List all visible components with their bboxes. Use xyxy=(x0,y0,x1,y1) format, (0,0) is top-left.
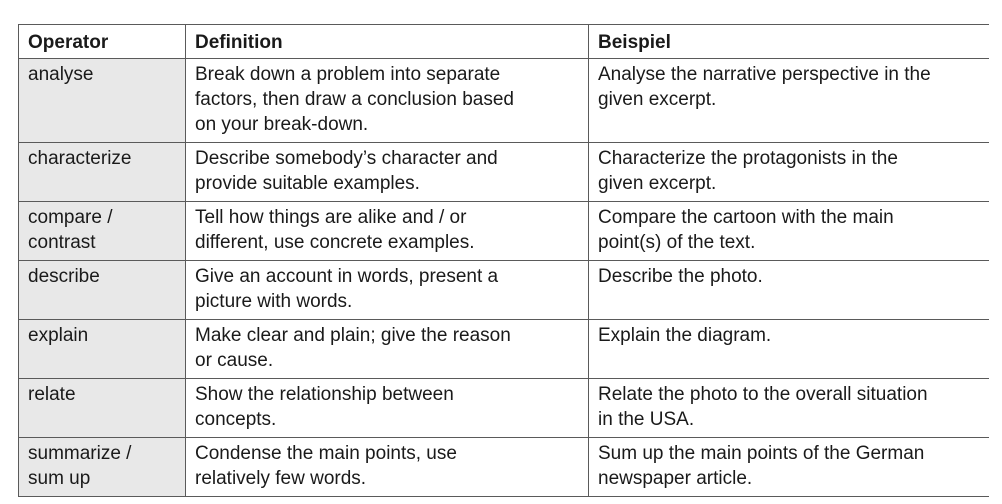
definition-cell-line: relatively few words. xyxy=(195,468,367,489)
definition-cell-line: Give an account in words, present a xyxy=(195,266,499,287)
definition-cell-line: concepts. xyxy=(195,409,277,430)
operator-cell-line: contrast xyxy=(28,232,96,253)
header-row xyxy=(19,25,989,59)
example-cell-line: Describe the photo. xyxy=(598,266,763,287)
definition-cell xyxy=(186,379,589,438)
definition-cell-line: Make clear and plain; give the reason xyxy=(195,325,511,346)
definition-cell-line: Tell how things are alike and / or xyxy=(195,207,467,228)
operator-cell-line: relate xyxy=(28,384,76,405)
definition-cell xyxy=(186,59,589,143)
operator-cell-line: analyse xyxy=(28,64,94,85)
definition-cell xyxy=(186,320,589,379)
table-row xyxy=(19,320,989,379)
definition-cell xyxy=(186,261,589,320)
header-example: Beispiel xyxy=(589,25,989,59)
example-cell-line: in the USA. xyxy=(598,409,695,430)
operator-cell-line: characterize xyxy=(28,148,132,169)
example-cell xyxy=(589,320,989,379)
table-row xyxy=(19,379,989,438)
operator-cell xyxy=(19,438,186,497)
table-row xyxy=(19,261,989,320)
definition-cell-line: Describe somebody’s character and xyxy=(195,148,498,169)
operator-cell xyxy=(19,379,186,438)
definition-cell-line: picture with words. xyxy=(195,291,353,312)
example-cell-line: Explain the diagram. xyxy=(598,325,772,346)
operator-cell-line: compare / xyxy=(28,207,113,228)
definition-cell-line: factors, then draw a conclusion based xyxy=(195,89,514,110)
example-cell-line: newspaper article. xyxy=(598,468,753,489)
definition-cell-line: Break down a problem into separate xyxy=(195,64,501,85)
operator-cell-line: sum up xyxy=(28,468,91,489)
operator-cell xyxy=(19,261,186,320)
table-row xyxy=(19,438,989,497)
example-cell xyxy=(589,261,989,320)
example-cell-line: given excerpt. xyxy=(598,173,717,194)
table-body xyxy=(19,59,989,497)
definition-cell-line: on your break-down. xyxy=(195,114,369,135)
example-cell xyxy=(589,438,989,497)
operator-cell xyxy=(19,59,186,143)
example-cell-line: given excerpt. xyxy=(598,89,717,110)
operator-cell-line: describe xyxy=(28,266,100,287)
header-definition: Definition xyxy=(186,25,589,59)
definition-cell xyxy=(186,202,589,261)
header-operator: Operator xyxy=(19,25,186,59)
table-row xyxy=(19,143,989,202)
operator-cell xyxy=(19,320,186,379)
definition-cell-line: provide suitable examples. xyxy=(195,173,420,194)
table-header xyxy=(19,25,989,59)
definition-cell-line: Show the relationship between xyxy=(195,384,454,405)
operator-cell-line: summarize / xyxy=(28,443,132,464)
table-row xyxy=(19,59,989,143)
example-cell xyxy=(589,379,989,438)
example-cell-line: Analyse the narrative perspective in the xyxy=(598,64,931,85)
definition-cell-line: or cause. xyxy=(195,350,274,371)
example-cell-line: Characterize the protagonists in the xyxy=(598,148,898,169)
table-row xyxy=(19,202,989,261)
operator-table xyxy=(18,24,989,497)
definition-cell-line: different, use concrete examples. xyxy=(195,232,475,253)
example-cell-line: Relate the photo to the overall situation xyxy=(598,384,928,405)
operator-cell xyxy=(19,202,186,261)
definition-cell-line: Condense the main points, use xyxy=(195,443,457,464)
example-cell xyxy=(589,202,989,261)
example-cell-line: point(s) of the text. xyxy=(598,232,756,253)
definition-cell xyxy=(186,143,589,202)
example-cell-line: Sum up the main points of the German xyxy=(598,443,925,464)
definition-cell xyxy=(186,438,589,497)
example-cell xyxy=(589,59,989,143)
operator-cell-line: explain xyxy=(28,325,89,346)
example-cell xyxy=(589,143,989,202)
example-cell-line: Compare the cartoon with the main xyxy=(598,207,894,228)
operator-cell xyxy=(19,143,186,202)
